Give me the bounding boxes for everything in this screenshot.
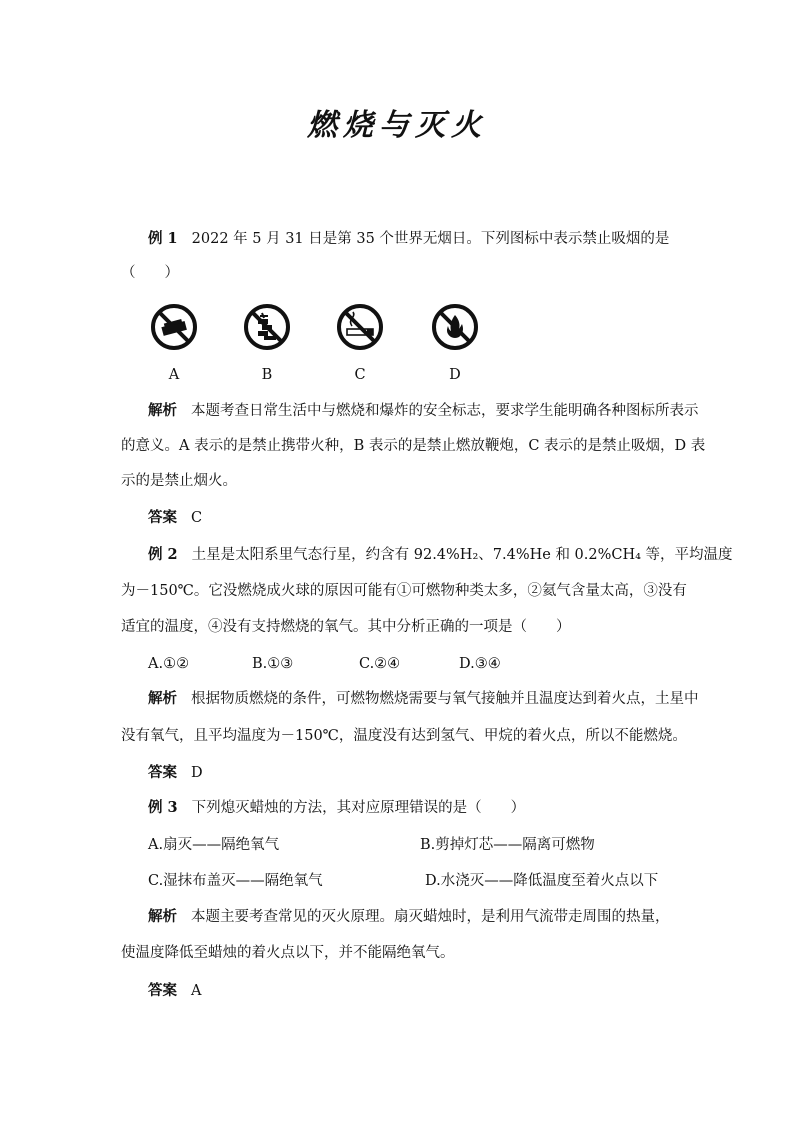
option-b-label: B (261, 367, 273, 383)
ex3-option-a: A.扇灭——隔绝氧气 (148, 837, 280, 853)
ex1-analysis-line-2: 的意义。A 表示的是禁止携带火种，B 表示的是禁止燃放鞭炮，C 表示的是禁止吸烟，D 表 (121, 438, 706, 454)
ex2-answer: 答案 D (148, 764, 203, 781)
ex2-option-b: B.①③ (252, 656, 294, 672)
ex1-answer: 答案 C (148, 509, 203, 526)
ex2-analysis-line-1: 解析 根据物质燃烧的条件，可燃物燃烧需要与氧气接触并且温度达到着火点，土星中 (148, 690, 699, 707)
ex2-option-d: D.③④ (459, 656, 501, 672)
ex2-question-line-2: 为－150℃。它没燃烧成火球的原因可能有①可燃物种类太多，②氦气含量太高，③没有 (121, 583, 687, 599)
ex3-analysis-line-1: 解析 本题主要考查常见的灭火原理。扇灭蜡烛时，是利用气流带走周围的热量， (148, 908, 670, 925)
ex2-option-a: A.①② (148, 656, 190, 672)
ex2-option-c: C.②④ (359, 656, 401, 672)
ex1-analysis-line-3: 示的是禁止烟火。 (121, 473, 237, 489)
no-open-flame-icon (430, 302, 480, 352)
ex3-option-c: C.湿抹布盖灭——隔绝氧气 (148, 873, 323, 889)
page-title: 燃烧与灭火 (307, 108, 487, 143)
no-smoking-icon (335, 302, 385, 352)
ex2-question-line-3: 适宜的温度，④没有支持燃烧的氧气。其中分析正确的一项是（ ） (121, 619, 571, 635)
option-a-label: A (168, 367, 180, 383)
ex3-option-d: D.水浇灭——降低温度至着火点以下 (425, 873, 659, 889)
ex3-option-b: B.剪掉灯芯——隔离可燃物 (420, 837, 595, 853)
ex1-question: 例 1 2022 年 5 月 31 日是第 35 个世界无烟日。下列图标中表示禁止吸烟的是 (148, 230, 670, 247)
ex3-analysis-line-2: 使温度降低至蜡烛的着火点以下，并不能隔绝氧气。 (121, 945, 455, 961)
ex1-label: 例 1 (148, 230, 178, 247)
ex2-analysis-line-2: 没有氧气，且平均温度为－150℃，温度没有达到氢气、甲烷的着火点，所以不能燃烧。 (121, 728, 687, 744)
option-c-label: C (354, 367, 366, 383)
ex2-question-line-1: 例 2 土星是太阳系里气态行星，约含有 92.4%H₂、7.4%He 和 0.2%CH₄ 等，平均温度 (148, 546, 733, 563)
ex3-question: 例 3 下列熄灭蜡烛的方法，其对应原理错误的是（ ） (148, 799, 526, 816)
ex1-analysis-line-1: 解析 本题考查日常生活中与燃烧和爆炸的安全标志，要求学生能明确各种图标所表示 (148, 402, 699, 419)
option-d-label: D (449, 367, 461, 383)
ex3-answer: 答案 A (148, 982, 202, 999)
no-carrying-fire-icon (149, 302, 199, 352)
no-firecrackers-icon (242, 302, 292, 352)
ex1-bracket: （ ） (121, 265, 179, 281)
